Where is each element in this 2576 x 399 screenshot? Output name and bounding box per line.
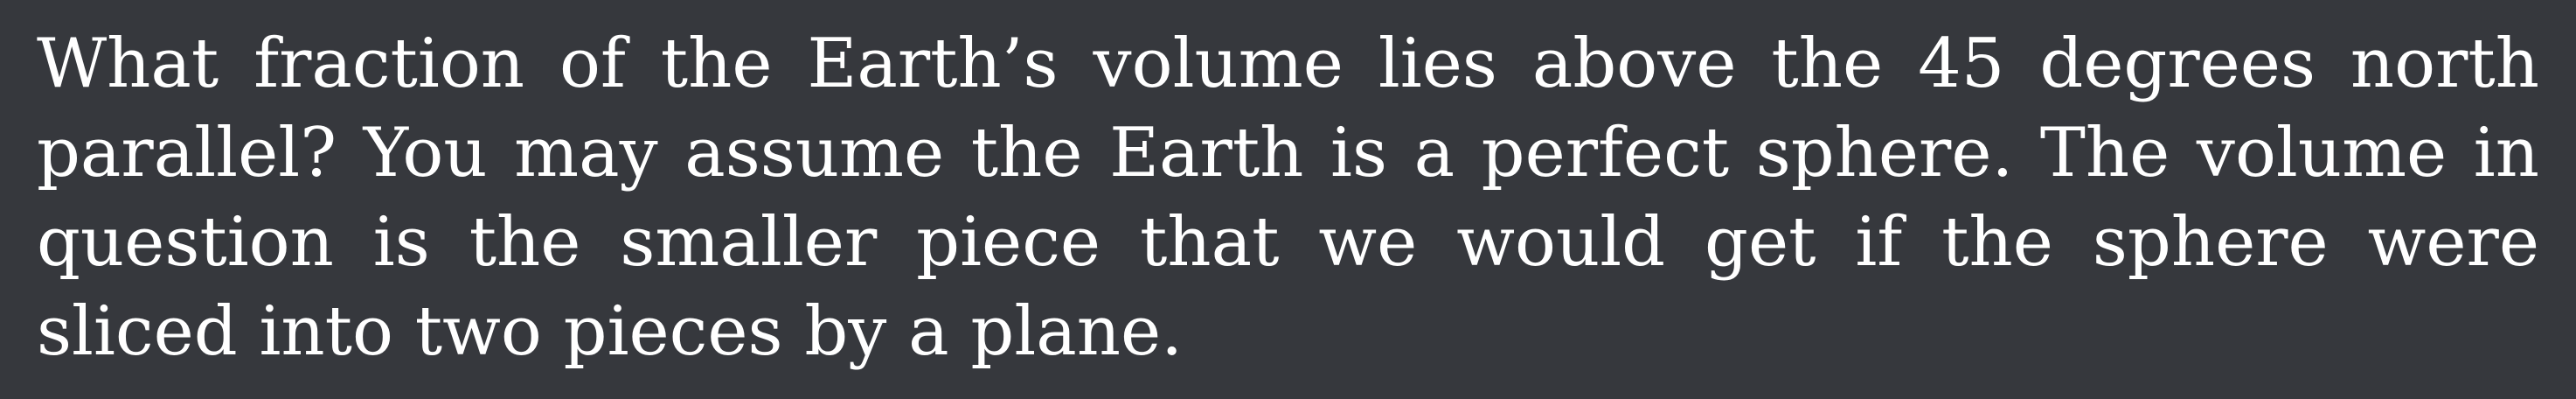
- problem-text: What fraction of the Earth’s volume lies above the 45 degrees north parallel? You may assume the Earth is a perfect sphere. The volume in question is the smaller piece that we would get if the sphere were sliced into two pieces by a plane.: [37, 24, 2539, 371]
